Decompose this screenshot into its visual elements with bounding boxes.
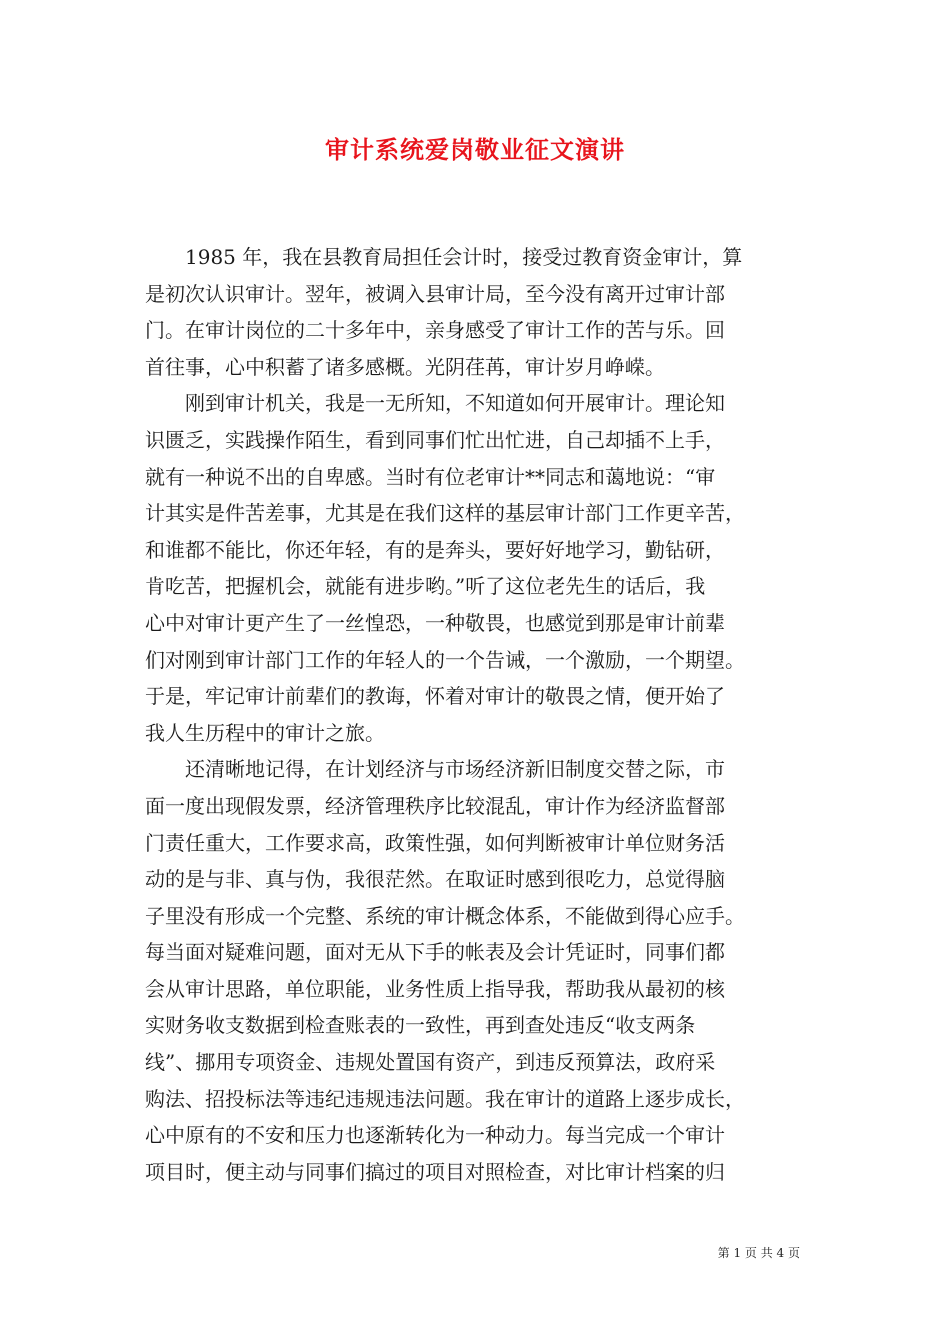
- text-line: 子里没有形成一个完整、系统的审计概念体系，不能做到得心应手。: [145, 903, 745, 928]
- text-line: 项目时，便主动与同事们搞过的项目对照检查，对比审计档案的归: [145, 1159, 725, 1184]
- text-line: 心中对审计更产生了一丝惶恐，一种敬畏，也感觉到那是审计前辈: [145, 610, 725, 635]
- text-line: 肯吃苦，把握机会，就能有进步哟。”听了这位老先生的话后，我: [145, 574, 706, 599]
- text-line: 每当面对疑难问题，面对无从下手的帐表及会计凭证时，同事们都: [145, 940, 725, 965]
- text-line: 识匮乏，实践操作陌生，看到同事们忙出忙进，自己却插不上手，: [145, 427, 725, 452]
- text-line: 我人生历程中的审计之旅。: [145, 720, 385, 745]
- text-line: 线”、挪用专项资金、违规处置国有资产，到违反预算法，政府采: [145, 1050, 716, 1075]
- text-line: 刚到审计机关，我是一无所知，不知道如何开展审计。理论知: [185, 391, 725, 416]
- text-line: 计其实是件苦差事，尤其是在我们这样的基层审计部门工作更辛苦，: [145, 501, 745, 526]
- text-line: 们对刚到审计部门工作的年轻人的一个告诫，一个激励，一个期望。: [145, 647, 745, 672]
- text-line: 面一度出现假发票，经济管理秩序比较混乱，审计作为经济监督部: [145, 793, 725, 818]
- text-line: 还清晰地记得，在计划经济与市场经济新旧制度交替之际，市: [185, 757, 725, 782]
- paragraph-2: [145, 385, 809, 751]
- text-line: 就有一种说不出的自卑感。当时有位老审计**同志和蔼地说：“审: [145, 464, 716, 489]
- document-body: [145, 239, 809, 1190]
- text-line: 会从审计思路，单位职能，业务性质上指导我，帮助我从最初的核: [145, 976, 725, 1001]
- text-line: 是初次认识审计。翌年，被调入县审计局，至今没有离开过审计部: [145, 281, 725, 306]
- text-line: 门责任重大，工作要求高，政策性强，如何判断被审计单位财务活: [145, 830, 725, 855]
- text-line: 1985 年，我在县教育局担任会计时，接受过教育资金审计，算: [185, 245, 743, 269]
- text-line: 动的是与非、真与伪，我很茫然。在取证时感到很吃力，总觉得脑: [145, 867, 725, 892]
- text-line: 于是，牢记审计前辈们的教诲，怀着对审计的敬畏之情，便开始了: [145, 684, 725, 709]
- text-line: 心中原有的不安和压力也逐渐转化为一种动力。每当完成一个审计: [145, 1123, 725, 1148]
- page-number: 第 1 页 共 4 页: [717, 1246, 800, 1260]
- text-line: 首往事，心中积蓄了诸多感概。光阴荏苒，审计岁月峥嵘。: [145, 354, 665, 379]
- document-title: 审计系统爱岗敬业征文演讲: [325, 135, 625, 164]
- text-line: 实财务收支数据到检查账表的一致性，再到查处违反“收支两条: [145, 1013, 696, 1038]
- text-line: 和谁都不能比，你还年轻，有的是奔头，要好好地学习，勤钻研，: [145, 537, 725, 562]
- paragraph-1: [145, 239, 809, 385]
- text-line: 购法、招投标法等违纪违规违法问题。我在审计的道路上逐步成长，: [145, 1086, 745, 1111]
- text-line: 门。在审计岗位的二十多年中，亲身感受了审计工作的苦与乐。回: [145, 318, 725, 343]
- paragraph-3: [145, 751, 809, 1190]
